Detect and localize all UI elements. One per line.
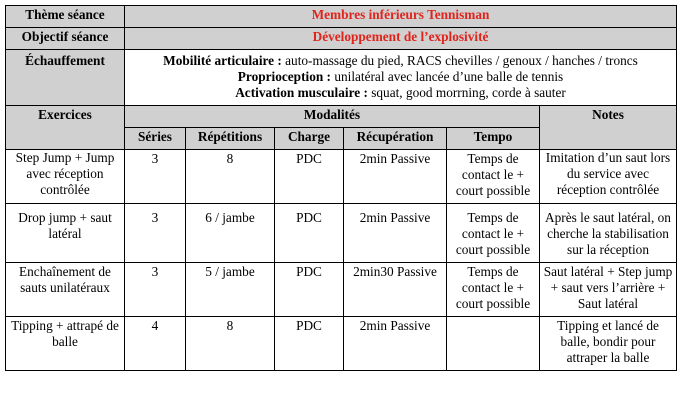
echauffement-label: Échauffement	[6, 50, 125, 106]
echauffement-text: unilatéral avec lancée d’une balle de tennis	[331, 69, 564, 84]
echauffement-key: Mobilité articulaire :	[163, 53, 282, 68]
echauffement-text: squat, good morrning, corde à sauter	[367, 85, 566, 100]
header-row	[6, 106, 677, 128]
echauffement-key: Proprioception :	[237, 69, 331, 84]
subheader-recuperation: Récupération	[344, 128, 447, 150]
objectif-row	[6, 28, 677, 50]
notes-cell: Après le saut latéral, on cherche la stabilisation sur la réception	[540, 204, 677, 263]
table-row	[6, 204, 677, 263]
echauffement-key: Activation musculaire :	[235, 85, 368, 100]
recuperation-cell: 2min Passive	[344, 204, 447, 263]
tempo-cell: Temps de contact le + court possible	[447, 150, 540, 204]
series-cell: 3	[125, 150, 186, 204]
session-table	[5, 5, 677, 371]
charge-cell: PDC	[275, 150, 344, 204]
charge-cell: PDC	[275, 204, 344, 263]
theme-row	[6, 6, 677, 28]
series-cell: 3	[125, 204, 186, 263]
table-row	[6, 263, 677, 317]
subheader-charge: Charge	[275, 128, 344, 150]
exercise-cell: Enchaînement de sauts unilatéraux	[6, 263, 125, 317]
exercise-cell: Step Jump + Jump avec réception contrôlée	[6, 150, 125, 204]
echauffement-line	[128, 53, 673, 69]
tempo-cell: Temps de contact le + court possible	[447, 204, 540, 263]
objectif-label: Objectif séance	[6, 28, 125, 50]
echauffement-row	[6, 50, 677, 106]
series-cell: 3	[125, 263, 186, 317]
charge-cell: PDC	[275, 263, 344, 317]
echauffement-line	[128, 69, 673, 85]
repetitions-cell: 5 / jambe	[186, 263, 275, 317]
series-cell: 4	[125, 317, 186, 371]
subheader-series: Séries	[125, 128, 186, 150]
header-exercices: Exercices	[6, 106, 125, 150]
echauffement-content	[125, 50, 677, 106]
table-row	[6, 317, 677, 371]
header-modalites: Modalités	[125, 106, 540, 128]
subheader-tempo: Tempo	[447, 128, 540, 150]
objectif-value: Développement de l’explosivité	[125, 28, 677, 50]
table-row	[6, 150, 677, 204]
echauffement-text: auto-massage du pied, RACS chevilles / genoux / hanches / troncs	[281, 53, 638, 68]
tempo-cell: Temps de contact le + court possible	[447, 263, 540, 317]
session-sheet	[5, 5, 677, 371]
exercise-cell: Tipping + attrapé de balle	[6, 317, 125, 371]
header-notes: Notes	[540, 106, 677, 150]
subheader-repetitions: Répétitions	[186, 128, 275, 150]
tempo-cell	[447, 317, 540, 371]
repetitions-cell: 8	[186, 150, 275, 204]
notes-cell: Saut latéral + Step jump + saut vers l’arrière + Saut latéral	[540, 263, 677, 317]
notes-cell: Imitation d’un saut lors du service avec réception contrôlée	[540, 150, 677, 204]
notes-cell: Tipping et lancé de balle, bondir pour attraper la balle	[540, 317, 677, 371]
theme-value: Membres inférieurs Tennisman	[125, 6, 677, 28]
exercise-cell: Drop jump + saut latéral	[6, 204, 125, 263]
recuperation-cell: 2min Passive	[344, 150, 447, 204]
repetitions-cell: 8	[186, 317, 275, 371]
recuperation-cell: 2min Passive	[344, 317, 447, 371]
repetitions-cell: 6 / jambe	[186, 204, 275, 263]
recuperation-cell: 2min30 Passive	[344, 263, 447, 317]
echauffement-line	[128, 85, 673, 101]
charge-cell: PDC	[275, 317, 344, 371]
theme-label: Thème séance	[6, 6, 125, 28]
